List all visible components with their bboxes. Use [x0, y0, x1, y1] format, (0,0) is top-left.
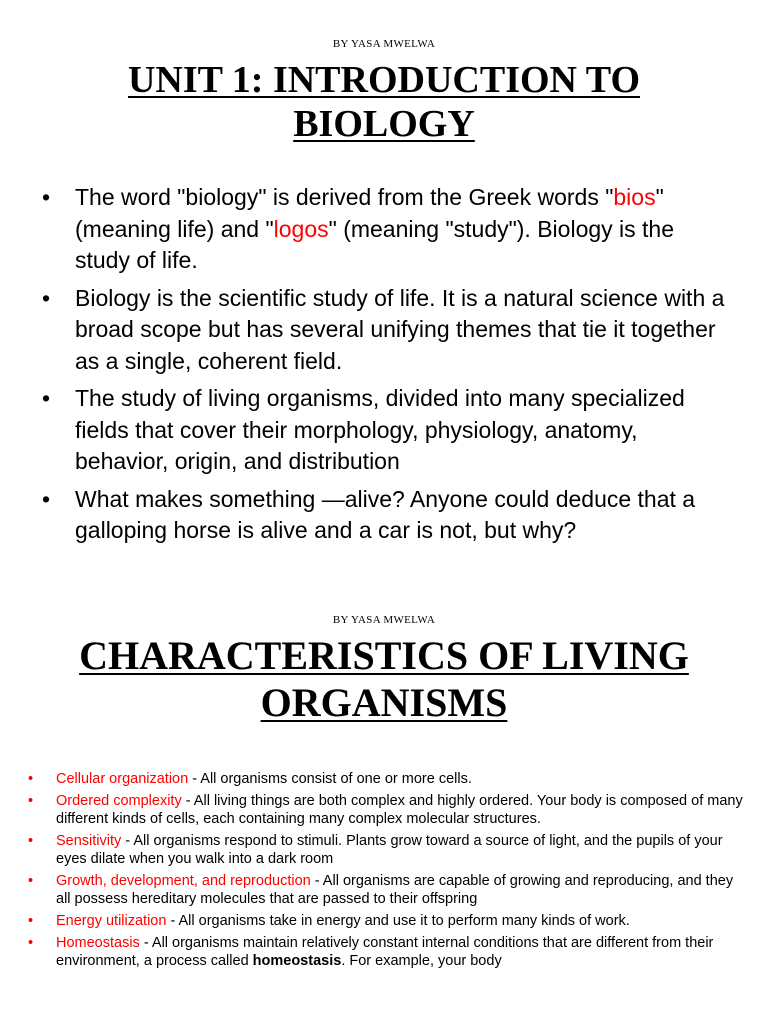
bullet-item	[42, 383, 732, 478]
list-item	[28, 934, 743, 970]
characteristic-description: - All organisms are capable of growing and reproducing, and they all possess hereditary molecules that are passed to their offspring	[56, 873, 734, 907]
bullet-marker: •	[28, 913, 34, 929]
list-item	[28, 792, 743, 828]
characteristic-description: - All organisms respond to stimuli. Plants grow toward a source of light, and the pupils of your eyes dilate when you walk into a dark room	[56, 833, 723, 867]
list-item	[28, 872, 743, 908]
bullet-marker: •	[42, 485, 51, 512]
characteristic-term: Growth, development, and reproduction	[56, 873, 311, 889]
bullet-text: The study of living organisms, divided into many specialized fields that cover their morphology, physiology, anatomy, behavior, origin, and distribution	[75, 385, 685, 474]
author-byline: BY YASA MWELWA	[332, 38, 436, 50]
bullet-marker: •	[42, 284, 51, 311]
bullet-marker: •	[28, 793, 34, 809]
highlight-term-bios: bios	[613, 184, 656, 210]
bullet-text: " (meaning life) and "	[75, 184, 664, 242]
characteristic-description: - All organisms consist of one or more cells.	[188, 771, 472, 787]
slide-title: CHARACTERISTICS OF LIVING ORGANISMS	[79, 633, 689, 725]
characteristic-term: Energy utilization	[56, 913, 167, 929]
slide-characteristics	[0, 576, 768, 1024]
characteristic-term: Homeostasis	[56, 935, 140, 951]
characteristic-term: Sensitivity	[56, 833, 122, 849]
characteristics-list	[28, 770, 743, 974]
characteristic-term: Ordered complexity	[56, 793, 182, 809]
bullet-marker: •	[28, 873, 34, 889]
characteristic-description-tail: . For example, your body	[341, 953, 502, 969]
author-byline: BY YASA MWELWA	[332, 614, 436, 626]
highlight-term-logos: logos	[273, 215, 329, 242]
slide-title: UNIT 1: INTRODUCTION TO BIOLOGY	[127, 59, 641, 145]
bullet-text: " (meaning "study"). Biology is the study of life.	[75, 215, 675, 273]
bullet-item	[42, 283, 732, 378]
list-item	[28, 912, 743, 930]
bullet-text: The word "biology" is derived from the Greek words "	[75, 184, 614, 210]
bullet-item	[42, 484, 732, 547]
characteristic-term: Cellular organization	[56, 771, 189, 787]
bullet-marker: •	[28, 935, 34, 951]
bullet-text: Biology is the scientific study of life. It is a natural science with a broad scope but has several unifying themes that tie it together as a single, coherent field.	[75, 284, 725, 374]
bullet-marker: •	[28, 771, 34, 787]
characteristic-description: - All living things are both complex and highly ordered. Your body is composed of many different kinds of cells, each containing many complex molecular structures.	[56, 793, 743, 827]
characteristic-description: - All organisms take in energy and use it to perform many kinds of work.	[166, 913, 630, 929]
list-item	[28, 770, 743, 788]
bullet-list	[42, 182, 732, 553]
list-item	[28, 832, 743, 868]
bullet-item	[42, 182, 732, 277]
bullet-marker: •	[42, 184, 51, 210]
bullet-marker: •	[28, 833, 34, 849]
bullet-marker: •	[42, 385, 51, 411]
characteristic-description: - All organisms maintain relatively constant internal conditions that are different from their environment, a process called	[56, 935, 714, 969]
bullet-text: What makes something —alive? Anyone could deduce that a galloping horse is alive and a car is not, but why?	[75, 485, 696, 543]
bold-term-homeostasis: homeostasis	[252, 953, 342, 969]
